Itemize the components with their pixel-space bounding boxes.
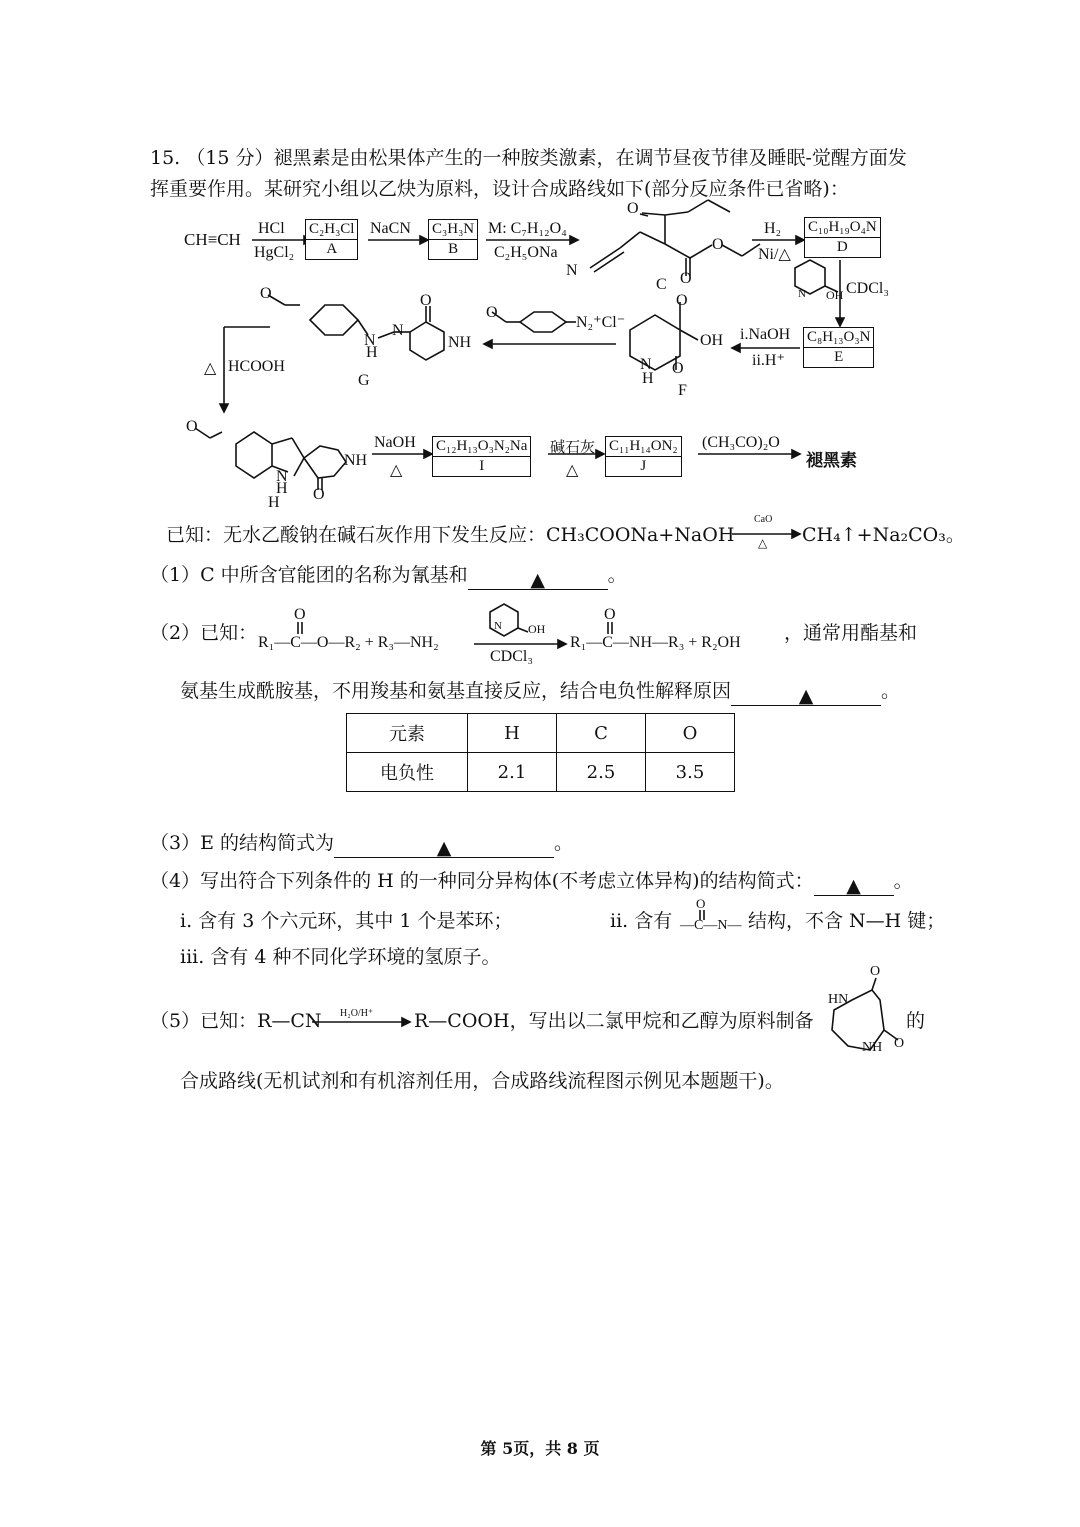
r6-step2: ii.H⁺ xyxy=(752,352,785,369)
q2-end: 。 xyxy=(881,680,901,702)
r5-cat-n: N xyxy=(798,288,806,300)
q2-after: ，通常用酯基和 xyxy=(784,622,918,644)
f-h: H xyxy=(642,370,654,387)
r9-reagent: 碱石灰 xyxy=(550,440,596,456)
q2-eq-right: R₁—C—NH—R₃ + R₂OH xyxy=(570,634,741,651)
box-d xyxy=(804,217,881,258)
g-n: N xyxy=(392,322,404,339)
f-label: F xyxy=(678,382,687,399)
q1-mark: ▲ xyxy=(530,569,545,591)
q4-mark: ▲ xyxy=(846,875,861,897)
r4-catalyst: Ni/△ xyxy=(758,246,791,263)
g-nh-n: N xyxy=(364,332,376,349)
q5-text-a: （5）已知：R—CN xyxy=(150,1010,322,1032)
known-cond-top: CaO xyxy=(754,514,773,525)
q4-line xyxy=(150,866,913,896)
h-label: H xyxy=(268,494,280,511)
table-cell: C xyxy=(557,714,646,753)
c-o-3: O xyxy=(680,270,692,287)
table-row xyxy=(347,753,735,792)
diazo-o: O xyxy=(486,304,498,321)
r4-reagent: H₂ xyxy=(764,220,782,237)
table-cell: H xyxy=(468,714,557,753)
q5-line2: 合成路线(无机试剂和有机溶剂任用，合成路线流程图示例见本题题干)。 xyxy=(180,1070,784,1092)
j-formula: C₁₁H₁₄ON₂ xyxy=(606,437,681,457)
q2-o-1: O xyxy=(294,606,306,623)
q2-cat-n: N xyxy=(494,620,502,632)
start-acetylene: CH≡CH xyxy=(184,230,241,249)
a-formula: C₂H₃Cl xyxy=(306,220,357,240)
d-formula: C₁₀H₁₉O₄N xyxy=(805,218,880,238)
g-nh-h: H xyxy=(366,344,378,361)
product-melatonin: 褪黑素 xyxy=(806,451,857,470)
r8-reagent: NaOH xyxy=(374,434,416,451)
h-indole-h: H xyxy=(276,480,288,497)
q1-line xyxy=(150,560,627,590)
r5-cat-oh: OH xyxy=(826,288,844,302)
b-label: B xyxy=(448,241,459,257)
table-cell: 电负性 xyxy=(347,753,468,792)
q5-text-b: R—COOH，写出以二氯甲烷和乙醇为原料制备 xyxy=(414,1010,814,1032)
known-left: 已知：无水乙酸钠在碱石灰作用下发生反应：CH₃COONa+NaOH xyxy=(166,524,735,546)
q4-cond-1: i. 含有 3 个六元环，其中 1 个是苯环； xyxy=(180,910,513,932)
f-o-top: O xyxy=(676,292,688,309)
known-right: CH₄↑+Na₂CO₃。 xyxy=(802,524,965,546)
q4-end: 。 xyxy=(893,870,913,892)
q4-answer-blank[interactable] xyxy=(814,871,894,896)
r1-reagent: HCl xyxy=(258,220,285,237)
q4-cond-3: iii. 含有 4 种不同化学环境的氢原子。 xyxy=(180,946,501,968)
q2-eq-left: R₁—C—O—R₂ + R₃—NH₂ xyxy=(258,634,439,651)
h-o: O xyxy=(313,486,325,503)
h-nh: NH xyxy=(344,452,368,469)
r6-step1: i.NaOH xyxy=(740,326,791,343)
q3-mark: ▲ xyxy=(436,837,452,859)
diazo-group: N₂⁺Cl⁻ xyxy=(576,314,626,331)
c-o-2: O xyxy=(712,236,724,253)
q2-line2-text: 氨基生成酰胺基，不用羧基和氨基直接反应，结合电负性解释原因 xyxy=(180,680,732,702)
r1-catalyst: HgCl₂ xyxy=(254,244,295,261)
q3-answer-blank[interactable] xyxy=(334,833,554,858)
i-label: I xyxy=(479,458,485,474)
q3-line xyxy=(150,828,573,858)
i-formula: C₁₂H₁₃O₃N₂Na xyxy=(433,437,530,457)
g-label: G xyxy=(358,372,370,389)
r7-heat: △ xyxy=(204,360,217,377)
g-ring-nh: NH xyxy=(448,334,472,351)
a-label: A xyxy=(326,241,338,257)
r10-reagent: (CH₃CO)₂O xyxy=(702,434,780,451)
g-o: O xyxy=(420,292,432,309)
c-nitrile-n: N xyxy=(566,262,578,279)
electronegativity-table xyxy=(346,713,735,792)
table-row xyxy=(347,714,735,753)
q1-end: 。 xyxy=(607,564,627,586)
table-cell: 2.5 xyxy=(557,753,646,792)
compound-c-structure xyxy=(590,200,760,276)
table-cell: O xyxy=(646,714,735,753)
r3-base: C₂H₅ONa xyxy=(494,244,558,261)
e-formula: C₈H₁₃O₃N xyxy=(804,328,873,348)
q4-frag: —C—N— xyxy=(680,918,742,933)
box-a xyxy=(305,219,358,260)
page-footer: 第 5页，共 8 页 xyxy=(480,1439,600,1458)
r2-reagent: NaCN xyxy=(370,220,411,237)
q5-ring-hn: HN xyxy=(828,992,849,1007)
d-label: D xyxy=(836,239,848,255)
h-indole-n: N xyxy=(276,468,288,485)
table-cell: 3.5 xyxy=(646,753,735,792)
r8-heat: △ xyxy=(390,462,403,479)
r3-reagent: M: C₇H₁₂O₄ xyxy=(488,220,567,237)
q2-mark: ▲ xyxy=(798,685,814,707)
box-e xyxy=(803,327,874,368)
q4-cond-2b: 结构，不含 N—H 键； xyxy=(748,910,946,932)
r5-solvent: CDCl₃ xyxy=(846,280,889,297)
q4-cond-2a: ii. 含有 xyxy=(610,910,673,932)
c-o-1: O xyxy=(627,200,639,217)
q4-frag-o: O xyxy=(696,896,706,911)
f-n: N xyxy=(640,356,652,373)
q2-line2 xyxy=(180,676,900,706)
q2-o-2: O xyxy=(604,606,616,623)
b-formula: C₃H₃N xyxy=(429,220,477,240)
q2-cat-oh: OH xyxy=(528,622,546,636)
r7-reagent: HCOOH xyxy=(228,358,285,375)
f-o-bottom: O xyxy=(672,360,684,377)
diazonium-reagent xyxy=(492,312,576,332)
question-line-2: 挥重要作用。某研究小组以乙炔为原料，设计合成路线如下(部分反应条件已省略)： xyxy=(150,178,849,200)
e-label: E xyxy=(834,349,844,365)
q2-solvent: CDCl₃ xyxy=(490,648,533,665)
q5-ring-o1: O xyxy=(870,964,881,979)
q5-text-c: 的 xyxy=(906,1010,926,1032)
j-label: J xyxy=(640,458,647,474)
q2-prefix: （2）已知： xyxy=(150,622,258,644)
g-o-methoxy: O xyxy=(260,285,272,302)
q5-cond: H₂O/H⁺ xyxy=(340,1008,374,1019)
h-o-methoxy: O xyxy=(186,418,198,435)
c-label: C xyxy=(656,276,667,293)
box-b xyxy=(428,219,478,260)
q1-text: （1）C 中所含官能团的名称为氰基和 xyxy=(150,564,468,586)
q5-ring-nh: NH xyxy=(862,1040,883,1055)
table-cell: 元素 xyxy=(347,714,468,753)
q4-text: （4）写出符合下列条件的 H 的一种同分异构体(不考虑立体异构)的结构简式： xyxy=(150,870,814,892)
compound-g-structure xyxy=(268,295,444,360)
q3-end: 。 xyxy=(554,832,574,854)
q3-text: （3）E 的结构简式为 xyxy=(150,832,334,854)
question-line-1: 15. （15 分）褪黑素是由松果体产生的一种胺类激素，在调节昼夜节律及睡眠-觉醒方面发 xyxy=(150,147,907,169)
box-j xyxy=(605,436,682,477)
box-i xyxy=(432,436,531,477)
r9-heat: △ xyxy=(566,462,579,479)
q1-answer-blank[interactable] xyxy=(468,565,608,590)
f-oh: OH xyxy=(700,332,724,349)
known-cond-bottom: △ xyxy=(758,536,768,550)
compound-h-structure xyxy=(195,428,346,490)
q2-answer-blank[interactable] xyxy=(731,681,881,706)
table-cell: 2.1 xyxy=(468,753,557,792)
q5-ring-o2: O xyxy=(894,1036,905,1051)
